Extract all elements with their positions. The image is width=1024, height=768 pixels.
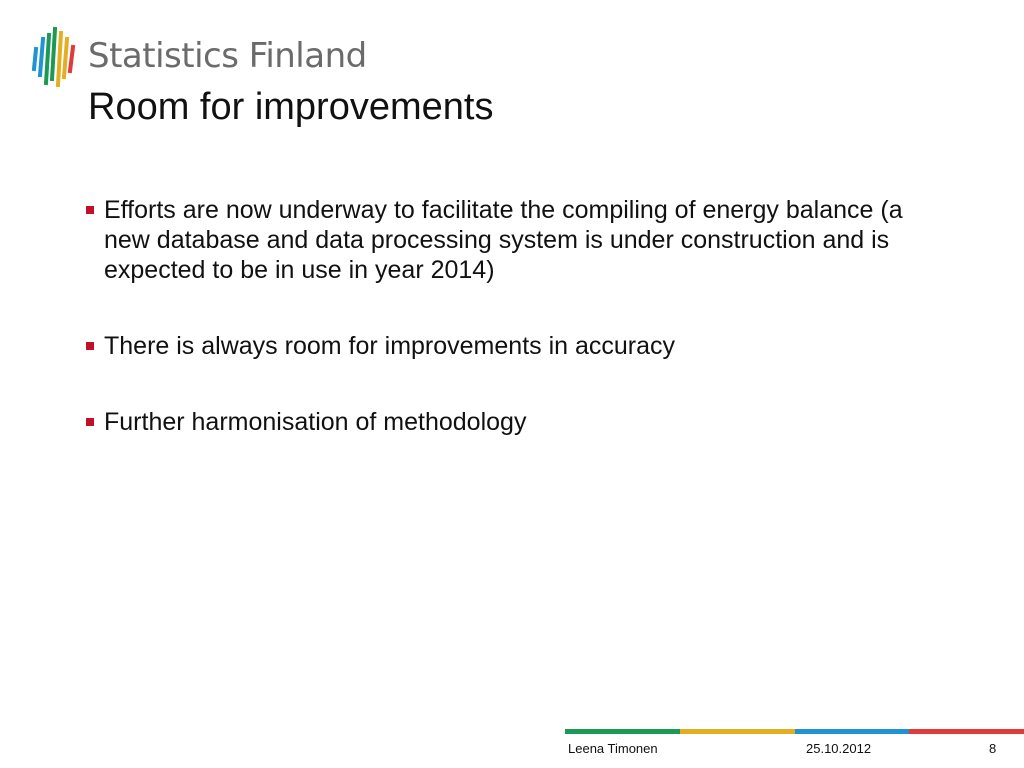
bullet-list <box>84 195 904 437</box>
bullet-text: Further harmonisation of methodology <box>104 408 527 436</box>
footer-color-bar <box>565 729 1024 734</box>
bullet-square-icon <box>86 418 94 426</box>
bullet-text: Efforts are now underway to facilitate the compiling of energy balance (a new database and data processing system is under construction and is expected to be in use in year 2014) <box>104 196 903 284</box>
footer-bar-segment-green <box>565 729 680 734</box>
bullet-item <box>84 331 904 361</box>
footer-bar-segment-blue <box>795 729 910 734</box>
bullet-item <box>84 407 904 437</box>
footer-bar-segment-yellow <box>680 729 795 734</box>
statistics-finland-logo-icon <box>32 25 76 87</box>
footer-date: 25.10.2012 <box>806 741 872 756</box>
bullet-square-icon <box>86 342 94 350</box>
bullet-text: There is always room for improvements in accuracy <box>104 332 676 360</box>
bullet-item <box>84 195 904 285</box>
slide-title: Room for improvements <box>88 86 494 128</box>
footer-author: Leena Timonen <box>568 741 658 756</box>
statistics-finland-logo <box>32 25 367 87</box>
footer-bar-segment-red <box>909 729 1024 734</box>
bullet-square-icon <box>86 206 94 214</box>
footer-page-number: 8 <box>989 741 997 756</box>
logo-wordmark: Statistics Finland <box>88 36 367 76</box>
